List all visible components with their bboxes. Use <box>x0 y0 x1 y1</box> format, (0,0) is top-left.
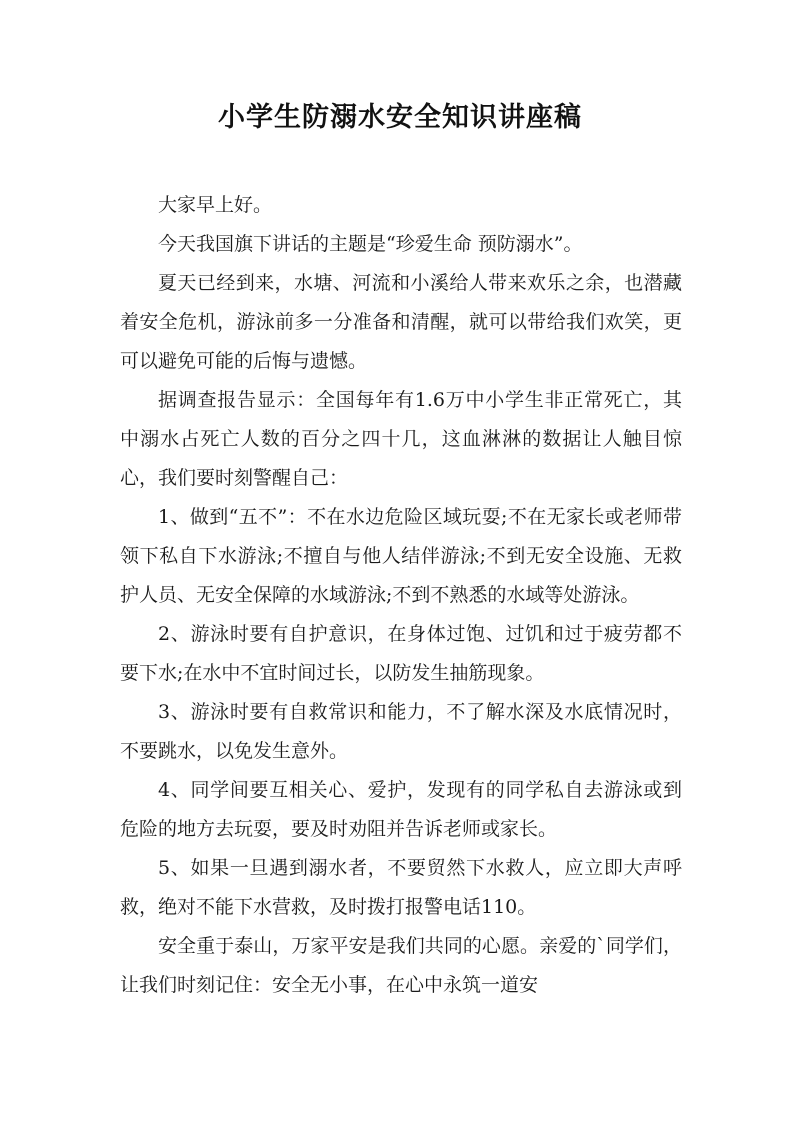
paragraph-greeting: 大家早上好。 <box>158 194 273 216</box>
paragraph-summer: 夏天已经到来，水塘、河流和小溪给人带来欢乐之余，也潜藏着安全危机，游泳前多一分准备和清醒，就可以带给我们欢笑，更可以避免可能的后悔与遗憾。 <box>120 272 682 372</box>
paragraph-statistics: 据调查报告显示：全国每年有1.6万中小学生非正常死亡，其中溺水占死亡人数的百分之四十几，这血淋淋的数据让人触目惊心，我们要时刻警醒自己： <box>120 389 682 489</box>
paragraph-closing: 安全重于泰山，万家平安是我们共同的心愿。亲爱的`同学们，让我们时刻记住：安全无小事，在心中永筑一道安 <box>120 935 682 996</box>
page-title: 小学生防溺水安全知识讲座稿 <box>218 102 582 133</box>
paragraph-rule-5: 5、如果一旦遇到溺水者，不要贸然下水救人，应立即大声呼救，绝对不能下水营救，及时拨打报警电话110。 <box>120 857 682 918</box>
paragraph-rule-4: 4、同学间要互相关心、爱护，发现有的同学私自去游泳或到危险的地方去玩耍，要及时劝阻并告诉老师或家长。 <box>120 779 682 840</box>
paragraph-topic: 今天我国旗下讲话的主题是“珍爱生命 预防溺水”。 <box>158 233 583 255</box>
paragraph-rule-3: 3、游泳时要有自救常识和能力，不了解水深及水底情况时，不要跳水，以免发生意外。 <box>120 701 682 762</box>
paragraph-rule-1: 1、做到“五不”：不在水边危险区域玩耍;不在无家长或老师带领下私自下水游泳;不擅自与他人结伴游泳;不到无安全设施、无救护人员、无安全保障的水域游泳;不到不熟悉的水域等处游泳。 <box>120 506 682 606</box>
document-body <box>120 186 682 1005</box>
paragraph-rule-2: 2、游泳时要有自护意识，在身体过饱、过饥和过于疲劳都不要下水;在水中不宜时间过长，以防发生抽筋现象。 <box>120 623 682 684</box>
